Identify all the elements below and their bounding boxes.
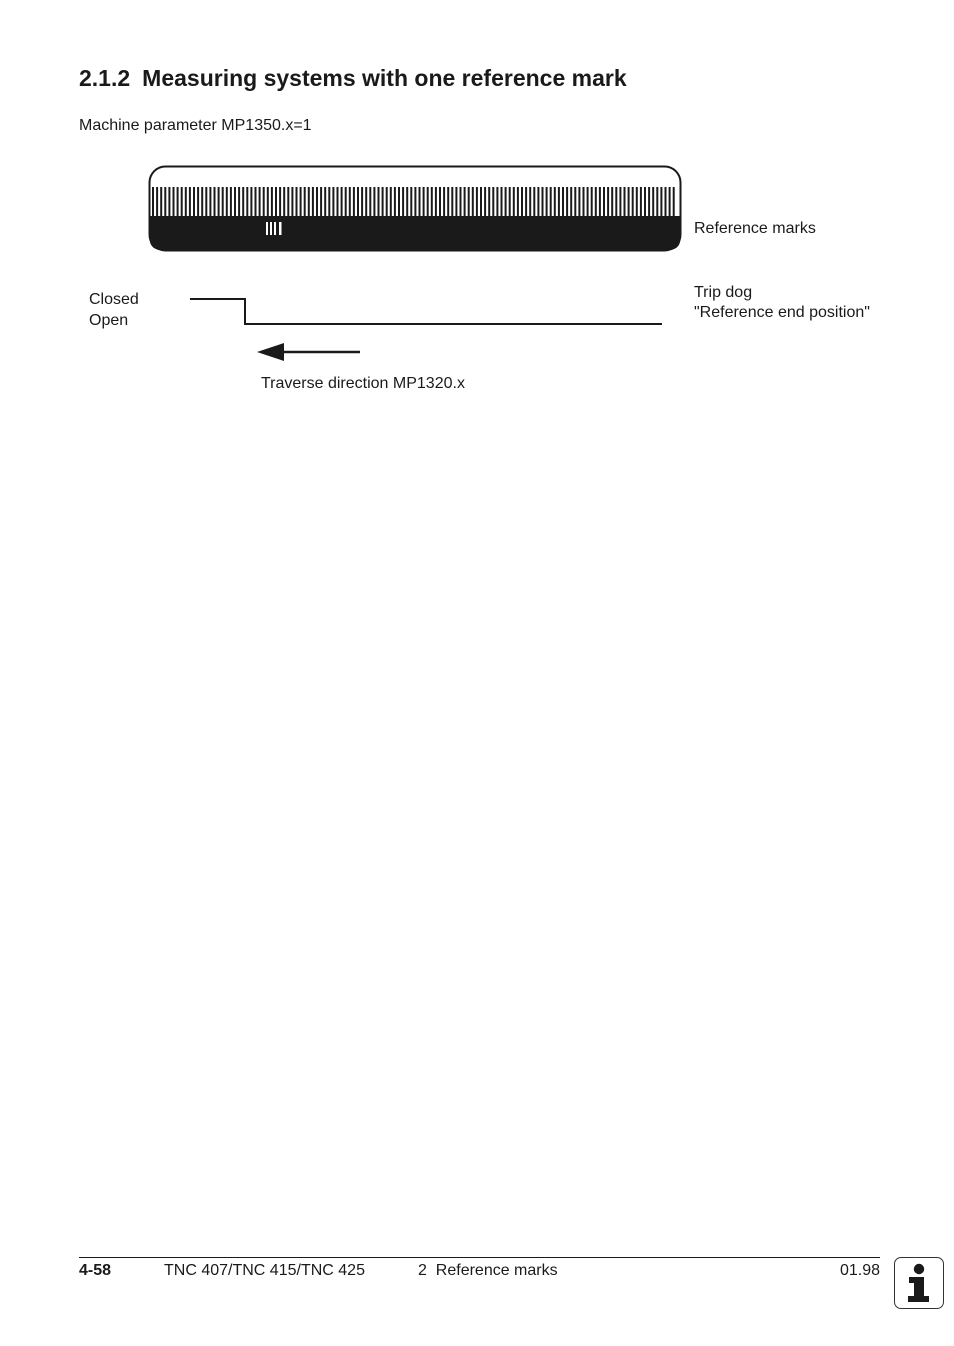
scale-graphic xyxy=(150,167,681,251)
info-glyph xyxy=(895,1258,942,1307)
trip-dog-label: Trip dog xyxy=(694,284,753,301)
info-icon[interactable] xyxy=(894,1257,944,1309)
chapter-name: 2 Reference marks xyxy=(418,1262,558,1279)
reference-mark-diagram xyxy=(0,0,954,420)
reference-track xyxy=(150,216,681,251)
reference-end-position-label: "Reference end position" xyxy=(694,304,870,321)
section-number: 2.1.2 xyxy=(79,65,131,91)
traverse-arrow xyxy=(257,343,360,361)
traverse-direction-label: Traverse direction MP1320.x xyxy=(261,375,465,392)
page-number: 4-58 xyxy=(79,1262,112,1279)
reference-marks-label: Reference marks xyxy=(694,220,816,237)
product-name: TNC 407/TNC 415/TNC 425 xyxy=(164,1262,365,1279)
trip-dog-signal xyxy=(190,299,662,324)
machine-parameter-text: Machine parameter MP1350.x=1 xyxy=(79,117,312,134)
edition-date: 01.98 xyxy=(839,1262,880,1279)
section-title: Measuring systems with one reference mark xyxy=(142,65,627,91)
footer-rule xyxy=(79,1257,880,1258)
closed-label: Closed xyxy=(89,291,139,308)
open-label: Open xyxy=(89,312,129,329)
